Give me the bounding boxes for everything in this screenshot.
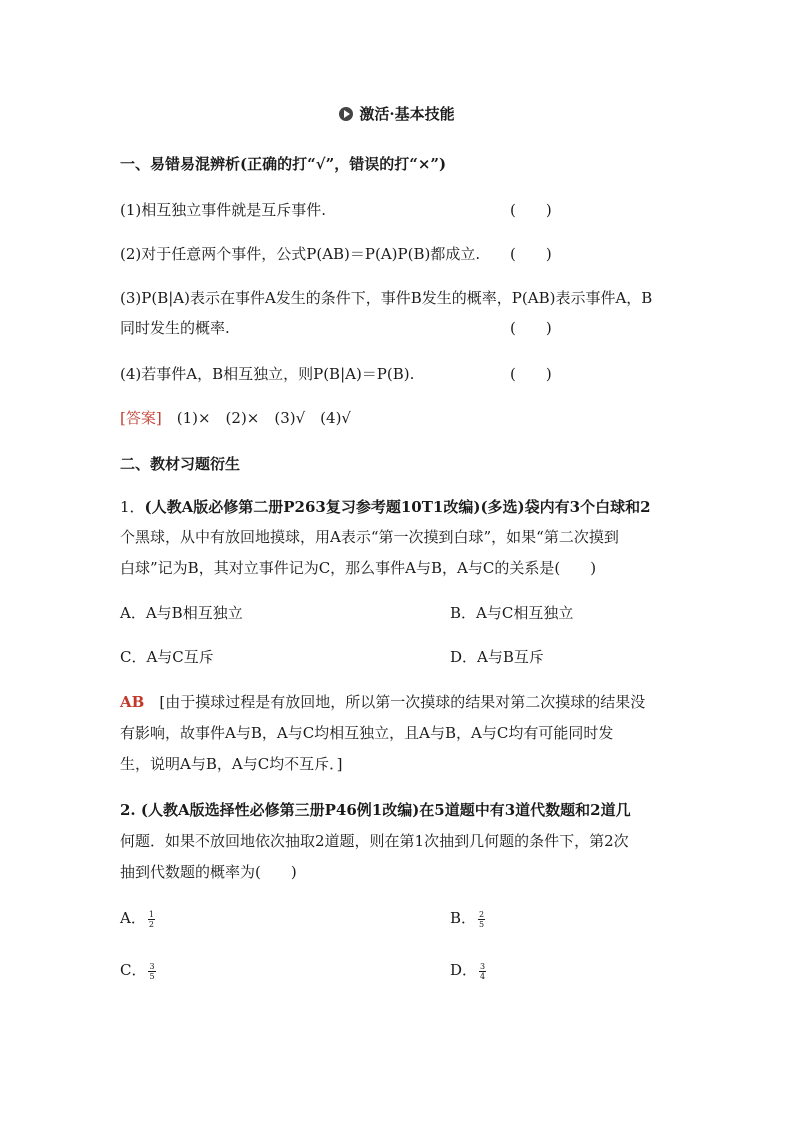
section1-heading: 一、易错易混辨析(正确的打“√”，错误的打“×”) [120, 155, 447, 173]
fraction: $\frac{3}{4}$ [480, 961, 486, 981]
q1-answer: AB [120, 693, 145, 711]
q1-explain-line3: 生，说明A与B，A与C均不互斥．] [120, 755, 343, 773]
item-2: (2)对于任意两个事件，公式P(AB)＝P(A)P(B)都成立. ( ) [120, 244, 674, 264]
answer-blank: ( ) [510, 365, 552, 383]
answer-blank: ( ) [510, 319, 552, 337]
q2-line2: 何题．如果不放回地依次抽取2道题，则在第1次抽到几何题的条件下，第2次 [120, 832, 629, 850]
q2-option-c: C． $\frac{3}{5}$ [120, 961, 155, 981]
q1-line2: 个黑球，从中有放回地摸球，用A表示“第一次摸到白球”，如果“第二次摸到 [120, 528, 619, 546]
play-icon [339, 107, 353, 121]
fraction: $\frac{1}{2}$ [148, 909, 154, 929]
answer-blank: ( ) [510, 201, 552, 219]
fraction: $\frac{3}{5}$ [149, 961, 155, 981]
q2-line3: 抽到代数题的概率为( ) [120, 863, 297, 881]
item-3-line2: 同时发生的概率. ( ) [120, 318, 674, 338]
q2-option-b: B． $\frac{2}{5}$ [450, 909, 485, 929]
q1-option-a: A．A与B相互独立 [120, 604, 243, 622]
q1-option-b: B．A与C相互独立 [450, 604, 574, 622]
q1-line1: 1．(人教A版必修第二册P263复习参考题10T1改编)(多选)袋内有3个白球和2 [120, 498, 651, 516]
q1-option-d: D．A与B互斥 [450, 648, 544, 666]
q2-option-a: A． $\frac{1}{2}$ [120, 909, 154, 929]
fraction: $\frac{2}{5}$ [479, 909, 485, 929]
q1-options-row1 [120, 603, 674, 623]
answer-line [120, 408, 674, 428]
q2-options-row1 [120, 908, 674, 929]
section2-heading: 二、教材习题衍生 [120, 455, 241, 473]
answer-label: [答案] [120, 409, 162, 427]
q1-options-row2 [120, 647, 674, 667]
q1-explain-line2: 有影响，故事件A与B，A与C均相互独立，且A与B，A与C均有可能同时发 [120, 724, 614, 742]
item-4: (4)若事件A，B相互独立，则P(B|A)＝P(B). ( ) [120, 364, 674, 384]
section-header [0, 103, 794, 124]
item-1: (1)相互独立事件就是互斥事件. ( ) [120, 200, 674, 220]
item-3-line1: (3)P(B|A)表示在事件A发生的条件下，事件B发生的概率，P(AB)表示事件A，B [120, 289, 653, 307]
answer-text: (1)× (2)× (3)√ (4)√ [176, 409, 351, 427]
q1-explain-line1: AB [由于摸球过程是有放回地，所以第一次摸球的结果对第二次摸球的结果没 [120, 693, 646, 711]
q1-option-c: C．A与C互斥 [120, 648, 214, 666]
q2-line1: 2. (人教A版选择性必修第三册P46例1改编)在5道题中有3道代数题和2道几 [120, 801, 631, 819]
answer-blank: ( ) [510, 245, 552, 263]
q2-option-d: D． $\frac{3}{4}$ [450, 961, 486, 981]
q1-line3: 白球”记为B，其对立事件记为C，那么事件A与B，A与C的关系是( ) [120, 559, 597, 577]
section-header-title: 激活·基本技能 [359, 105, 455, 123]
q2-options-row2 [120, 960, 674, 981]
